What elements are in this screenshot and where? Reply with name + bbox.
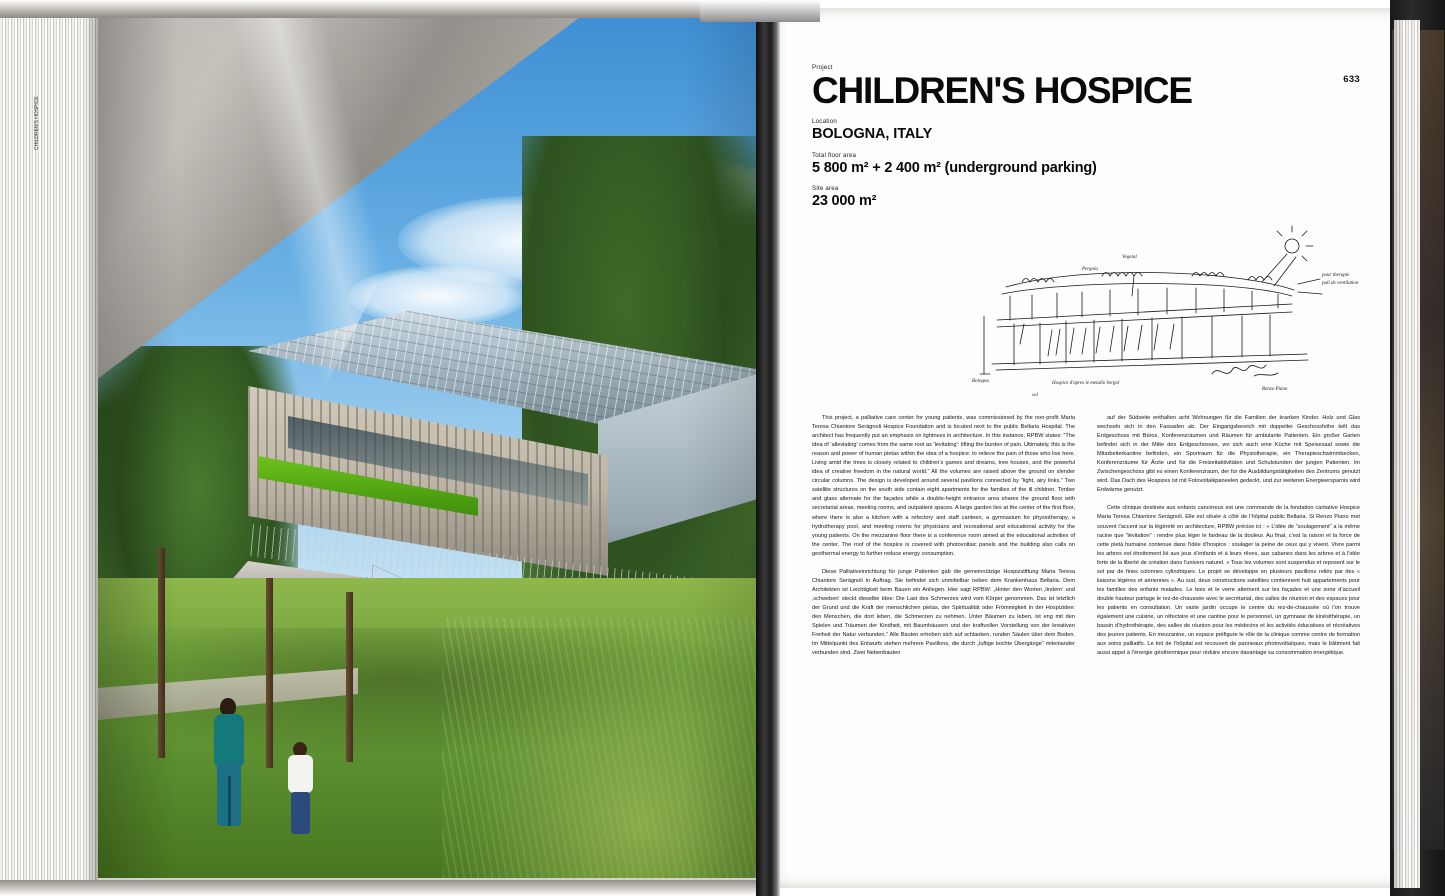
sketch-label-right2: pull de ventilation [1322,281,1359,286]
page-top-edge [0,0,762,18]
floor-area-value: 5 800 m² + 2 400 m² (underground parking) [812,160,1097,176]
sketch-label-left: Bologna [972,379,989,384]
paragraph: Cette clinique destinée aux enfants cancéreux est une commande de la fondation caritative Hospice Maria Teresa Chiantore Seràgnoli. Elle est située à côté de l’hôpital public Bellaria. Si Renzo Piano met souvent l’accent sur la légèreté en architecture, RPBW précise ici : « L’idée de “soulagement” a la même racine que “lévitation” : rendre plus léger le fardeau de la douleur. Au final, c’est la raison et la force de cette pietà humaine contenue dans l’idée d’hospice : soulager la peine de ceux qui y vivent. Vivre parmi les arbres est étroitement lié aux jeux d’enfants et à leurs rêves, aux cabanes dans les arbres et à l’idée forte de la liberté de création dans l’univers naturel. » Tous les volumes sont suspendus et reposent sur le sol par de fines colonnes cylindriques. Le projet se développe en plusieurs pavillons reliés par des « liaisons légères et aériennes ». Au sud, deux constructions satellites contiennent huit appartements pour les familles des enfants malades. Le bois et le verre alternent sur les façades et une zone d’accueil double hauteur partage le rez-de-chaussée avec le secrétariat, des salles de réunion et des espaces pour les patients en consultation. Un vaste jardin occupe le centre du rez-de-chaussée où l’on trouve également une cuisine, un réfectoire et une cantine pour le personnel, un gymnase de kinésithérapie, un bassin d’hydrothérapie, des salles de réunion pour les médecins et les activités éducatives et récréatives des jeunes patients. En mezzanine, un espace préfigure le rôle de la clinique comme centre de formation aux soins palliatifs. Le toit de l’hôpital est recouvert de panneaux photovoltaïques, mais le bâtiment fait aussi appel à l’énergie géothermique pour réduire encore davantage sa consommation énergétique. [1097,505,1360,657]
floor-area-label: Total floor area [812,152,857,159]
right-page-text [780,8,1420,888]
text-column-left [812,414,1075,667]
page-number: 633 [1343,74,1360,85]
site-area-value: 23 000 m² [812,193,877,209]
page-title: CHILDREN'S HOSPICE [812,70,1192,111]
sketch-label-right: pour therapie [1322,273,1350,278]
photo-vignette [98,16,762,878]
text-columns [812,414,1360,667]
project-label: Project [812,64,833,71]
site-area-label: Site area [812,185,839,192]
sketch-label-sol: sol [1032,393,1038,398]
architect-sketch [962,224,1362,399]
edge-tab-text: CHILDREN'S HOSPICE [34,96,40,150]
text-column-right [1097,414,1360,667]
hospice-photograph [98,16,762,878]
sketch-signature: Renzo Piano [1262,387,1288,392]
sketch-drawing [962,224,1362,399]
sketch-label-caption: Hospice d'apres le metallo bergol [1052,381,1120,386]
sketch-label-vegetal: Vegetal [1122,255,1137,260]
page-bottom-edge [0,880,762,896]
gutter-top-edge [700,0,820,22]
page-content [812,64,1360,854]
book-gutter [756,0,780,896]
location-label: Location [812,118,837,125]
paragraph: This project, a palliative care center for young patients, was commissioned by the non-profit Maria Teresa Chiantore Seràgnoli Hospice Foundation and is located next to the public Bellaria Hospital. The architect has frequently put an emphasis on lightness in architecture. In this instance, RPBW states: “The idea of ‘alleviating’ comes from the same root as ‘levitating’: lifting the burden of pain. Ultimately, this is the reason and power of human pietas within the idea of a hospice: to relieve the pain of those who live here. Living amid the trees is closely related to children’s games and dreams, tree houses, and the powerful idea of creative freedom in the natural world.” All the volumes are raised above the ground on slender circular columns. The design is developed around several pavilions connected by “light, airy links.” Two satellite structures on the south side contain eight apartments for the families of the ill children. Timber and glass alternate for the façades while a double-height entrance area shares the ground floor with secretarial areas, meeting rooms, and outpatient spaces. A large garden lies at the center of the first floor, where there is also a kitchen with a refectory and staff canteen, a gymnasium for physiotherapy, a hydrotherapy pool, and meeting rooms for physicians and recreational and educational activity for the young patients. On the mezzanine floor there is a conference room aimed at the educational activities of the center. The roof of the hospice is covered with photovoltaic panels and the building also calls on geothermal energy to further reduce energy consumption. [812,415,1075,557]
paragraph: auf der Südseite enthalten acht Wohnungen für die Familien der kranken Kinder. Holz und Glas wechseln sich in den Fassaden ab. Der Eingangsbereich mit doppelter Geschosshöhe teilt das Erdgeschoss mit Büros, Konferenzräumen und Räumen für ambulante Patienten. Ein großer Garten befindet sich in der Mitte des Erdgeschosses, wo sich auch eine Küche mit Speisesaal sowie die Mitarbeiterkantine befinden, ein Sportraum für die Physiotherapie, ein Therapieschwimmbecken, Konferenzräume für Ärzte und für die Freizeitaktivitäten und Schulstunden der jungen Patienten. Im Zwischengeschoss gibt es einen Konferenzraum, der für die Ausbildungstätigkeiten des Zentrums genutzt wird. Das Dach des Hospizes ist mit Fotovoltaikpaneelen gedeckt, und zur weiteren Energieersparnis wird Erdwärme genutzt. [1097,415,1360,494]
sketch-label-pergola: Pergola [1082,267,1098,272]
paragraph: Diese Palliativeinrichtung für junge Patienten gab die gemeinnützige Hospizstiftung Maria Teresa Chiantore Seràgnoli in Auftrag. Sie befindet sich unmittelbar neben dem Krankenhaus Bellaria. Dem Architekten ist Leichtigkeit beim Bauen ein Anliegen. Hier sagt RPBW: „Hinter den Worten ‚lindern‘ und ‚schweben‘ steckt dieselbe Idee: Die Last des Schmerzes wird vom Körper genommen. Das ist letztlich der Grund und die Kraft der menschlichen pietas, der Spiritualität oder Frömmigkeit in der Hospizidee: den Menschen, die dort leben, die Schmerzen zu nehmen. Unter Bäumen zu leben, ist eng mit den Spielen und Träumen der Kindheit, mit Baumhäusern und der kraftvollen Vorstellung von der kreativen Freiheit der Natur verbunden.“ Alle Bauten erheben sich auf schlanken, runden Säulen über dem Boden. Im Mittelpunkt des Entwurfs stehen mehrere Pavillons, die durch „luftige leichte Übergänge“ miteinander verbunden sind. Zwei Nebenbauten [812,568,1075,657]
location-value: BOLOGNA, ITALY [812,126,933,142]
right-page-edges [1394,20,1420,888]
